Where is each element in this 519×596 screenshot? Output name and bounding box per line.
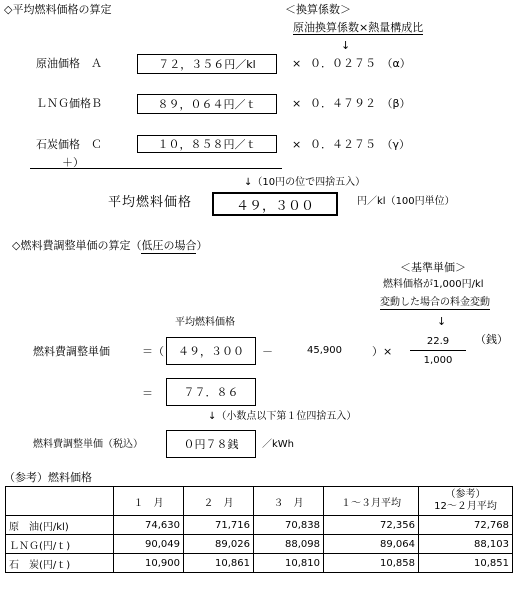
avg-box [166,337,256,365]
row-label-lng: ＬＮＧ(円/ｔ) [6,535,114,554]
table-cell: 72,356 [324,516,419,535]
crude-coef: ０．０２７５ （α） [310,57,411,70]
round-note2: ↓（小数点以下第１位四捨五入） [208,411,357,422]
result-box [166,378,256,406]
coef-arrow: ↓ [341,39,351,52]
coef-header: ＜換算係数＞ [285,3,351,16]
tax-label: 燃料費調整単価（税込） [33,439,143,450]
tax-box [166,430,256,458]
table-cell: 74,630 [114,516,184,535]
eq-open: ＝（ [142,345,164,358]
header-feb: ２ 月 [184,487,254,516]
minus-sign: － [262,345,273,358]
calc-label: 燃料費調整単価 [33,345,110,358]
header-ref-top: （参考） [445,489,486,500]
result-value: ７７．８６ [183,386,239,399]
coal-coef: ０．４２７５ （γ） [310,138,411,151]
table-cell: 71,716 [184,516,254,535]
eq2: ＝ [142,387,153,400]
header-avg: １～３月平均 [324,487,419,516]
section2-title-suffix: ） [196,239,208,252]
reference-table [5,486,513,573]
section2-title-prefix: ◇燃料費調整単価の算定（ [12,239,142,252]
section2-title-underlined: 低圧の場合 [141,239,197,252]
round-note: ↓（10円の位で四捨五入） [244,177,366,188]
lng-times: × [292,97,302,110]
denominator: 1,000 [423,355,453,366]
lng-price-label: ＬＮＧ価格Ｂ [36,97,102,110]
crude-price-box [137,54,277,74]
tax-unit: ／kWh [262,439,295,450]
table-cell: 90,049 [114,535,184,554]
header-ref-avg [419,487,513,516]
table-cell: 10,810 [254,554,324,573]
table-cell: 10,858 [324,554,419,573]
lng-price-box [137,94,277,114]
fraction-bar [410,350,466,351]
avg-box-value: ４９，３００ [178,345,244,358]
row-label-crude: 原 油(円/kl) [6,516,114,535]
avg-fuel-box [212,192,338,216]
crude-price-label: 原油価格 Ａ [36,57,102,70]
table-cell: 10,900 [114,554,184,573]
table-cell: 70,838 [254,516,324,535]
header-mar: ３ 月 [254,487,324,516]
std-arrow: ↓ [437,315,447,328]
close-times: ）× [372,345,393,358]
numerator: 22.9 [426,336,450,347]
table-cell: 10,861 [184,554,254,573]
table-cell: 72,768 [419,516,513,535]
sen-unit: （銭） [475,333,508,346]
base-price: 45,900 [307,345,342,356]
coal-price-box [137,135,277,153]
table-cell: 89,064 [324,535,419,554]
header-blank [6,487,114,516]
tax-value: ０円７８銭 [183,438,239,451]
avg-fuel-value: ４９，３００ [235,198,314,214]
lng-coef: ０．４７９２ （β） [310,97,411,110]
avg-caption: 平均燃料価格 [175,317,235,328]
reference-title: （参考）燃料価格 [4,471,92,484]
std-line1: 燃料価格が1,000円/kl [383,279,484,290]
plus-sign: ＋） [62,156,84,169]
table-cell: 89,026 [184,535,254,554]
crude-times: × [292,57,302,70]
crude-price-value: ７２，３５６円／kl [158,58,256,71]
coal-price-value: １０，８５８円／ｔ [157,138,257,151]
std-line2: 変動した場合の料金変動 [380,297,490,308]
coef-formula: 原油換算係数×熱量構成比 [293,21,424,34]
sum-line [30,168,282,169]
lng-price-value: ８９，０６４円／ｔ [157,98,257,111]
section2-title [12,240,207,251]
row-label-coal: 石 炭(円/ｔ) [6,554,114,573]
table-row [6,516,513,535]
header-jan: １ 月 [114,487,184,516]
section1-title: ◇平均燃料価格の算定 [4,3,112,16]
table-cell: 88,103 [419,535,513,554]
avg-fuel-label: 平均燃料価格 [108,195,193,210]
coal-times: × [292,138,302,151]
header-ref-bottom: 12～２月平均 [434,501,497,512]
std-header: ＜基準単価＞ [400,261,466,274]
table-row [6,535,513,554]
table-cell: 10,851 [419,554,513,573]
table-row [6,554,513,573]
table-header-row [6,487,513,516]
table-cell: 88,098 [254,535,324,554]
avg-fuel-unit: 円／kl（100円単位） [357,196,455,207]
coal-price-label: 石炭価格 Ｃ [36,138,102,151]
